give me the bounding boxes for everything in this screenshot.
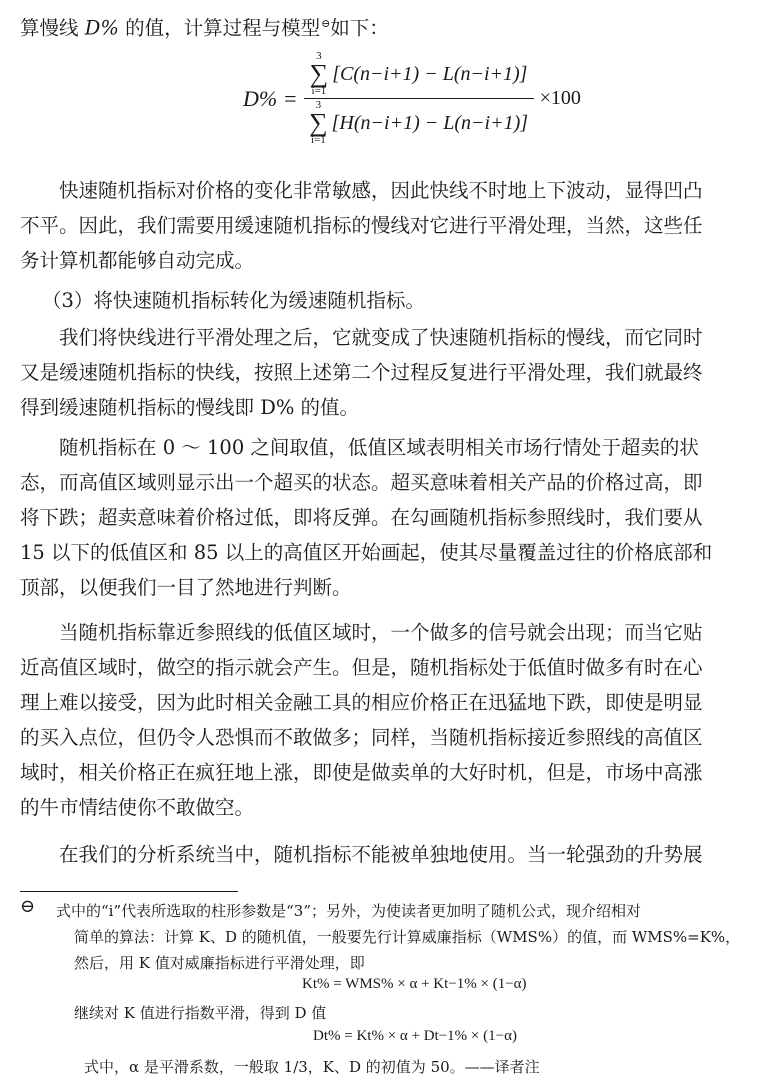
numerator-expr: [C(n−i+1) − L(n−i+1)] [332,62,528,85]
formula-numerator [310,50,528,98]
footnote-text: 继续对 K 值进行指数平滑，得到 D 值 [74,1004,327,1022]
formula-denominator [309,99,528,147]
paragraph: 随机指标在 0 ～ 100 之间取值，低值区域表明相关市场行情处于超卖的状 态，而高值区域则显示出一个超买的状态。超买意味着相关产品的价格过高，即 将下跌；超卖意味着价格过低，即将反弹。在勾画随机指标参照线时，我们要从 15 以下的低值区和 85 以上的高值区开始画起，使其尽量覆盖过往的价格底部和 顶部，以便我们一目了然地进行判断。 [20,436,713,599]
intro-line: 算慢线 D% 的值，计算过程与模型⊖如下： [20,16,389,40]
formula-multiplier: ×100 [539,87,581,109]
step-heading: （3）将快速随机指标转化为缓速随机指标。 [42,289,425,312]
paragraph: 我们将快线进行平滑处理之后，它就变成了快速随机指标的慢线，而它同时 又是缓速随机指标的快线，按照上述第二个过程反复进行平滑处理，我们就最终 得到缓速随机指标的慢线即 D% 的值。 [20,326,703,419]
footnote-text: 式中的“i”代表所选取的柱形参数是“3”；另外，为使读者更加明了随机公式，现介绍相对 简单的算法：计算 K、D 的随机值，一般要先行计算威廉指标（WMS%）的值，而 WMS%=K%， 然后，用 K 值对威廉指标进行平滑处理，即 [56,902,741,972]
denominator-expr: [H(n−i+1) − L(n−i+1)] [331,111,529,134]
formula-fraction [304,50,534,147]
paragraph: 快速随机指标对价格的变化非常敏感，因此快线不时地上下波动，显得凹凸 不平。因此，我们需要用缓速随机指标的慢线对它进行平滑处理，当然，这些任 务计算机都能够自动完成。 [20,179,703,272]
sum-sigma: 3 ∑ i=1 [309,99,328,146]
footnote-marker: ⊖ [321,17,331,30]
formula-lhs: D% = [243,85,298,111]
paragraph: 当随机指标靠近参照线的低值区域时，一个做多的信号就会出现；而当它贴 近高值区域时，做空的指示就会产生。但是，随机指标处于低值时做多有时在心 理上难以接受，因为此时相关金融工具的相应价格正在迅猛地下跌，即使是明显 的买入点位，但仍令人恐惧而不敢做多；同样，当随机指标接近参照线的高值区 域时，相关价格正在疯狂地上涨，即使是做卖单的大好时机，但是，市场中高涨 的牛市情结使你不敢做空。 [20,621,703,819]
d-percent-formula [243,50,581,147]
footnote-formula-k: Kt% = WMS% × α + Kt−1% × (1−α) [302,976,527,992]
footnote-marker: ⊖ [20,896,36,917]
footnote-formula-d: Dt% = Kt% × α + Dt−1% × (1−α) [313,1028,517,1044]
footnote-divider [20,891,238,892]
sum-sigma: 3 ∑ i=1 [309,50,329,97]
footnote-text: 式中，α 是平滑系数，一般取 1/3，K、D 的初值为 50。——译者注 [84,1058,540,1076]
paragraph: 在我们的分析系统当中，随机指标不能被单独地使用。当一轮强劲的升势展 [59,843,703,866]
d-percent-var: D% [84,16,119,40]
